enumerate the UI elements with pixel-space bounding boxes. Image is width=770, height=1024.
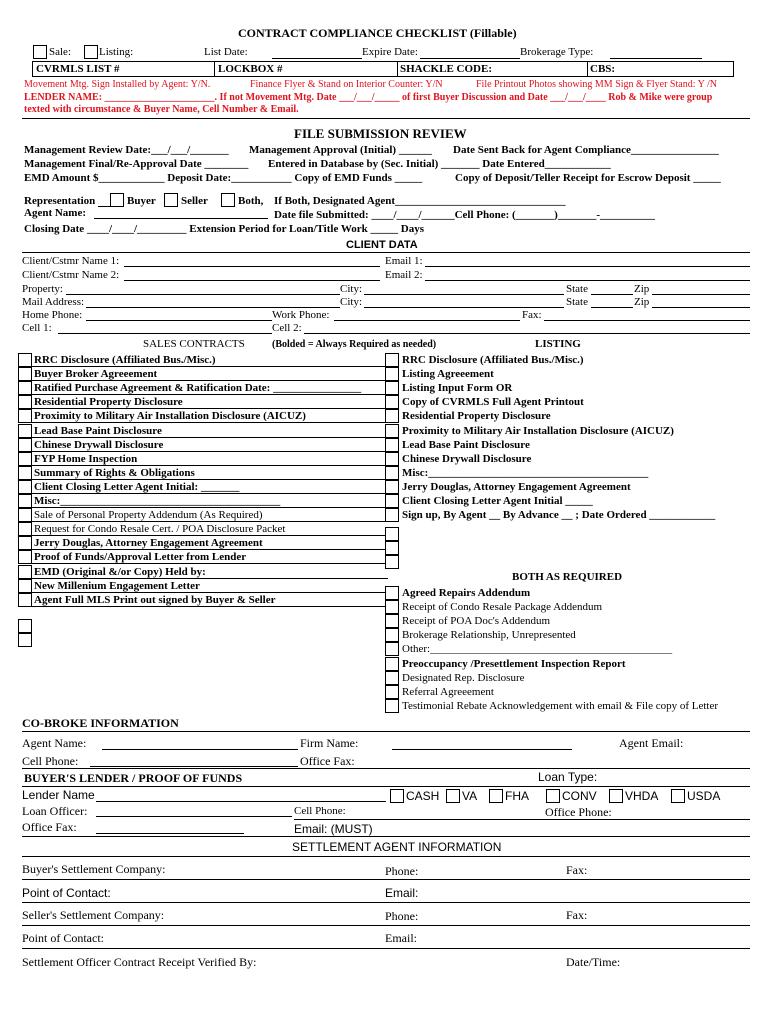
sales-item-checkbox[interactable]	[18, 480, 32, 494]
agent-name-field[interactable]	[94, 218, 268, 219]
mail-zip-field[interactable]	[652, 307, 750, 308]
expire-date-label: Expire Date:	[362, 46, 418, 58]
listing-item-label: Proximity to Military Air Installation Disclosure (AICUZ)	[402, 424, 674, 437]
agent-name-label: Agent Name:	[24, 207, 87, 219]
emd-amount: EMD Amount $____________ Deposit Date:___________ Copy of EMD Funds _____	[24, 172, 423, 184]
listing-item-label: Lead Base Paint Disclosure	[402, 438, 530, 451]
listing-item-label: Residential Property Disclosure	[402, 410, 551, 423]
sales-item-row-line	[32, 549, 388, 550]
home-phone-field[interactable]	[86, 320, 272, 321]
both-item-label: Testimonial Rebate Acknowledgement with email & File copy of Letter	[402, 699, 719, 712]
listing-item-checkbox[interactable]	[385, 367, 399, 381]
listing-item-checkbox[interactable]	[385, 508, 399, 522]
listing-item-checkbox[interactable]	[385, 480, 399, 494]
cobroke-title: CO-BROKE INFORMATION	[22, 716, 179, 730]
settlement-title: SETTLEMENT AGENT INFORMATION	[292, 840, 502, 854]
loan-type-conv-label: CONV	[562, 789, 597, 803]
sales-item-label: Jerry Douglas, Attorney Engagement Agreement	[34, 537, 263, 550]
buyer-settlement-company-label: Buyer's Settlement Company:	[22, 862, 166, 876]
listing-item-checkbox[interactable]	[385, 424, 399, 438]
listing-checkbox[interactable]	[84, 45, 98, 59]
email-1-field[interactable]	[425, 266, 750, 267]
cobroke-firm-name-field[interactable]	[392, 749, 572, 750]
bolded-note: (Bolded = Always Required as needed)	[272, 339, 437, 350]
movement-sign-text: Movement Mtg. Sign Installed by Agent: Y/N.	[24, 79, 211, 90]
sales-item-row-line	[32, 606, 388, 607]
loan-type-conv-checkbox[interactable]	[546, 789, 560, 803]
management-approval: Management Approval (Initial) ______	[249, 144, 432, 156]
brokerage-type-label: Brokerage Type:	[520, 46, 594, 58]
header-box-bottom	[32, 76, 734, 77]
property-label: Property:	[22, 283, 63, 295]
listing-label: Listing:	[99, 46, 134, 58]
representation-label: Representation	[24, 195, 96, 207]
cobroke-office-fax-label: Office Fax:	[300, 754, 355, 768]
sales-item-row-line	[32, 493, 388, 494]
both-item-label: Designated Rep. Disclosure	[402, 671, 525, 684]
settlement-row-2	[22, 902, 750, 903]
cell-1-field[interactable]	[58, 333, 272, 334]
settlement-row-1	[22, 879, 750, 880]
sales-item-checkbox[interactable]	[18, 424, 32, 438]
both-item-checkbox[interactable]	[385, 699, 399, 713]
header-box-top	[32, 61, 734, 62]
lender-title: BUYER'S LENDER / PROOF OF FUNDS	[24, 771, 243, 785]
blank-listing-checkbox[interactable]	[385, 555, 399, 569]
seller-label: Seller	[181, 195, 208, 207]
lender-divider	[22, 786, 750, 787]
mail-city-label: City:	[340, 296, 363, 308]
header-box-right	[733, 61, 734, 77]
header-box-left	[32, 61, 33, 77]
loan-type-vhda-checkbox[interactable]	[609, 789, 623, 803]
listing-item-label: Listing Input Form OR	[402, 382, 513, 395]
list-date-field[interactable]	[272, 58, 362, 59]
buyer-settlement-phone-label: Phone:	[385, 864, 419, 878]
work-phone-field[interactable]	[334, 320, 520, 321]
file-submission-title: FILE SUBMISSION REVIEW	[294, 126, 467, 141]
work-phone-label: Work Phone:	[272, 309, 330, 321]
sales-item-checkbox[interactable]	[18, 381, 32, 395]
sales-item-checkbox[interactable]	[18, 409, 32, 423]
both-item-checkbox[interactable]	[385, 642, 399, 656]
sales-item-checkbox[interactable]	[18, 593, 32, 607]
cobroke-firm-name-label: Firm Name:	[300, 736, 359, 750]
header-box-div3	[587, 61, 588, 77]
sales-item-row-line	[32, 408, 388, 409]
lender-name-label: Lender Name	[22, 788, 95, 802]
expire-date-field[interactable]	[420, 58, 520, 59]
blank-sales-checkbox[interactable]	[18, 633, 32, 647]
both-item-label: Referral Agreeement	[402, 685, 494, 698]
listing-item-checkbox[interactable]	[385, 466, 399, 480]
property-field[interactable]	[66, 294, 340, 295]
sales-item-row-line	[32, 563, 388, 564]
sales-item-row-line	[32, 366, 388, 367]
sales-item-row-line	[32, 380, 388, 381]
shackle-code-label: SHACKLE CODE:	[400, 63, 492, 75]
seller-checkbox[interactable]	[164, 193, 178, 207]
lender-office-phone-label: Office Phone:	[545, 805, 612, 819]
sales-item-label: Request for Condo Resale Cert. / POA Disclosure Packet	[34, 523, 286, 536]
both-item-checkbox[interactable]	[385, 685, 399, 699]
sales-item-row-line	[32, 535, 388, 536]
cell-2-field[interactable]	[304, 333, 750, 334]
loan-type-va-checkbox[interactable]	[446, 789, 460, 803]
cobroke-cell-phone-label: Cell Phone:	[22, 754, 79, 768]
seller-settlement-fax-label: Fax:	[566, 908, 588, 922]
sales-item-row-line	[32, 394, 388, 395]
sales-item-checkbox[interactable]	[18, 494, 32, 508]
client-name-2-label: Client/Cstmr Name 2:	[22, 269, 120, 281]
settlement-row-3	[22, 925, 750, 926]
buyer-settlement-email-label: Email:	[385, 886, 419, 900]
cell-2-label: Cell 2:	[272, 322, 302, 334]
both-checkbox[interactable]	[221, 193, 235, 207]
listing-item-label: Copy of CVRMLS Full Agent Printout	[402, 396, 584, 409]
email-2-field[interactable]	[425, 280, 750, 281]
sales-item-row-line	[32, 479, 388, 480]
client-data-title: CLIENT DATA	[346, 239, 418, 251]
sales-item-row-line	[32, 507, 388, 508]
sales-item-label: FYP Home Inspection	[34, 452, 138, 465]
home-phone-label: Home Phone:	[22, 309, 83, 321]
sales-item-row-line	[32, 451, 388, 452]
sales-item-checkbox[interactable]	[18, 565, 32, 579]
listing-item-label: Listing Agreeement	[402, 368, 494, 381]
both-item-label: Receipt of Condo Resale Package Addendum	[402, 601, 603, 614]
sales-item-label: Proof of Funds/Approval Letter from Lender	[34, 551, 247, 564]
fax-label: Fax:	[522, 309, 542, 321]
listing-item-label: Sign up, By Agent __ By Advance __ ; Date Ordered ____________	[402, 509, 716, 522]
blank-listing-checkbox[interactable]	[385, 527, 399, 541]
closing-date: Closing Date ____/____/_________ Extension Period for Loan/Title Work _____ Days	[24, 223, 424, 235]
lockbox-label: LOCKBOX #	[218, 63, 283, 75]
cbs-label: CBS:	[590, 63, 616, 75]
buyer-checkbox[interactable]	[110, 193, 124, 207]
property-state-label: State	[566, 283, 588, 295]
loan-type-cash-label: CASH	[406, 789, 440, 803]
sales-item-label: EMD (Original &/or Copy) Held by:	[34, 565, 206, 578]
fax-field[interactable]	[544, 320, 750, 321]
both-item-checkbox[interactable]	[385, 628, 399, 642]
date-sent-back: Date Sent Back for Agent Compliance________________	[453, 144, 719, 156]
mail-state-field[interactable]	[591, 307, 633, 308]
group-text-note: texted with circumstance & Buyer Name, Cell Number & Email.	[24, 104, 299, 115]
seller-settlement-company-label: Seller's Settlement Company:	[22, 908, 165, 922]
settlement-divider	[22, 856, 750, 857]
sales-item-label: Agent Full MLS Print out signed by Buyer & Seller	[34, 593, 276, 606]
property-city-field[interactable]	[364, 294, 564, 295]
loan-officer-field[interactable]	[96, 816, 292, 817]
both-item-checkbox[interactable]	[385, 614, 399, 628]
photo-printout-text: File Printout Photos showing MM Sign & Flyer Stand: Y /N	[476, 79, 717, 90]
both-item-checkbox[interactable]	[385, 600, 399, 614]
list-date-label: List Date:	[204, 46, 248, 58]
listing-title: LISTING	[535, 338, 581, 350]
designated-agent: If Both, Designated Agent_______________________________	[274, 195, 566, 207]
sales-item-checkbox[interactable]	[18, 522, 32, 536]
listing-item-checkbox[interactable]	[385, 438, 399, 452]
lender-name-field[interactable]	[96, 801, 386, 802]
client-name-1-label: Client/Cstmr Name 1:	[22, 255, 120, 267]
settlement-verified-label: Settlement Officer Contract Receipt Verified By:	[22, 955, 257, 969]
cell-1-label: Cell 1:	[22, 322, 52, 334]
seller-settlement-phone-label: Phone:	[385, 909, 419, 923]
listing-item-label: Jerry Douglas, Attorney Engagement Agreement	[402, 480, 631, 493]
sales-item-row-line	[32, 437, 388, 438]
sales-item-checkbox[interactable]	[18, 395, 32, 409]
property-zip-label: Zip	[634, 283, 650, 295]
finance-flyer-text: Finance Flyer & Stand on Interior Counter: Y/N	[250, 79, 443, 90]
client-name-2-field[interactable]	[124, 280, 380, 281]
sales-item-label: Ratified Purchase Agreement & Ratification Date: ________________	[34, 382, 362, 395]
seller-point-of-contact-label: Point of Contact:	[22, 931, 104, 945]
settlement-row-4	[22, 948, 750, 949]
both-item-label: Preoccupancy /Presettlement Inspection Report	[402, 657, 626, 670]
blank-sales-checkbox[interactable]	[18, 619, 32, 633]
listing-item-label: Client Closing Letter Agent Initial _____	[402, 495, 593, 507]
buyer-point-of-contact-label: Point of Contact:	[22, 886, 111, 900]
cobroke-cell-phone-field[interactable]	[90, 766, 298, 767]
lender-office-fax-label: Office Fax:	[22, 820, 77, 834]
mail-state-label: State	[566, 296, 588, 308]
sales-item-label: New Millenium Engagement Letter	[34, 579, 200, 592]
both-item-checkbox[interactable]	[385, 657, 399, 671]
loan-type-va-label: VA	[462, 789, 478, 803]
listing-item-checkbox[interactable]	[385, 395, 399, 409]
lender-email-label: Email: (MUST)	[294, 822, 373, 836]
sales-item-row-line	[32, 465, 388, 466]
loan-type-fha-label: FHA	[505, 789, 529, 803]
lender-cell-phone-field[interactable]	[294, 819, 750, 820]
property-zip-field[interactable]	[652, 294, 750, 295]
sales-item-checkbox[interactable]	[18, 579, 32, 593]
management-review-date: Management Review Date:___/___/_______	[24, 144, 229, 156]
sale-checkbox[interactable]	[33, 45, 47, 59]
listing-item-checkbox[interactable]	[385, 409, 399, 423]
sale-label: Sale:	[49, 46, 71, 58]
both-required-title: BOTH AS REQUIRED	[512, 571, 623, 583]
mail-zip-label: Zip	[634, 296, 650, 308]
sales-item-label: Proximity to Military Air Installation Disclosure (AICUZ)	[34, 410, 306, 423]
cvrmls-list-label: CVRMLS LIST #	[36, 63, 120, 75]
sales-item-checkbox[interactable]	[18, 353, 32, 367]
lender-office-fax-field[interactable]	[96, 833, 244, 834]
representation-underline	[98, 206, 110, 207]
sales-item-row-line	[32, 592, 388, 593]
header-divider	[22, 118, 750, 119]
both-item-label: Brokerage Relationship, Unrepresented	[402, 629, 576, 642]
management-final-approval: Management Final/Re-Approval Date ________	[24, 158, 249, 170]
sales-item-checkbox[interactable]	[18, 466, 32, 480]
both-item-checkbox[interactable]	[385, 671, 399, 685]
both-label: Both,	[238, 195, 264, 207]
cobroke-agent-name-label: Agent Name:	[22, 736, 87, 750]
loan-type-usda-checkbox[interactable]	[671, 789, 685, 803]
both-item-label: Agreed Repairs Addendum	[402, 587, 531, 599]
property-state-field[interactable]	[591, 294, 633, 295]
lender-cell-phone-label: Cell Phone:	[294, 805, 346, 817]
sales-item-label: Lead Base Paint Disclosure	[34, 424, 162, 437]
mail-address-field[interactable]	[86, 307, 340, 308]
sales-item-row-line	[32, 422, 388, 423]
sales-item-checkbox[interactable]	[18, 367, 32, 381]
sales-item-label: Residential Property Disclosure	[34, 396, 183, 409]
blank-listing-checkbox[interactable]	[385, 541, 399, 555]
both-item-checkbox[interactable]	[385, 586, 399, 600]
email-1-label: Email 1:	[385, 255, 423, 267]
loan-type-usda-label: USDA	[687, 789, 721, 803]
sales-item-row-line	[32, 578, 388, 579]
client-name-1-field[interactable]	[124, 266, 380, 267]
cobroke-agent-name-field[interactable]	[102, 749, 298, 750]
loan-type-cash-checkbox[interactable]	[390, 789, 404, 803]
sales-item-label: RRC Disclosure (Affiliated Bus./Misc.)	[34, 354, 216, 366]
lender-divider-top	[22, 768, 750, 769]
buyer-settlement-fax-label: Fax:	[566, 863, 588, 877]
sales-item-label: Summary of Rights & Obligations	[34, 466, 195, 479]
listing-item-label: Misc:________________________________________	[402, 466, 649, 479]
header-box-div1	[214, 61, 215, 77]
client-data-divider	[22, 252, 750, 253]
brokerage-type-field[interactable]	[610, 58, 702, 59]
listing-item-checkbox[interactable]	[385, 494, 399, 508]
sales-item-checkbox[interactable]	[18, 508, 32, 522]
email-2-label: Email 2:	[385, 269, 423, 281]
cobroke-divider	[22, 731, 750, 732]
deposit-receipt: Copy of Deposit/Teller Receipt for Escrow Deposit _____	[455, 172, 721, 184]
mail-city-field[interactable]	[364, 307, 564, 308]
date-time-label: Date/Time:	[566, 955, 621, 969]
loan-type-fha-checkbox[interactable]	[489, 789, 503, 803]
page-title: CONTRACT COMPLIANCE CHECKLIST (Fillable)	[238, 26, 517, 40]
listing-item-label: Chinese Drywall Disclosure	[402, 452, 532, 465]
listing-item-checkbox[interactable]	[385, 452, 399, 466]
sales-item-checkbox[interactable]	[18, 550, 32, 564]
date-file-submitted: Date file Submitted: ____/____/______Cell Phone: (_______)_______-__________	[274, 209, 655, 221]
listing-item-label: RRC Disclosure (Affiliated Bus./Misc.)	[402, 354, 584, 366]
sales-item-checkbox[interactable]	[18, 438, 32, 452]
sales-item-label: Buyer Broker Agreeement	[34, 368, 158, 381]
seller-settlement-email-label: Email:	[385, 931, 417, 945]
sales-item-checkbox[interactable]	[18, 536, 32, 550]
loan-officer-label: Loan Officer:	[22, 804, 88, 818]
sales-item-label: Chinese Drywall Disclosure	[34, 438, 164, 451]
listing-item-checkbox[interactable]	[385, 381, 399, 395]
lender-name-text: LENDER NAME: ______________________. If not Movement Mtg. Date ___/___/_____ of first Buyer Discussion and Date ___/___/____ Rob & Mike were group	[24, 92, 713, 103]
sales-contracts-title: SALES CONTRACTS	[143, 338, 245, 350]
sales-item-row-line	[32, 521, 388, 522]
sales-item-label: Misc:________________________________________	[34, 495, 281, 507]
cobroke-agent-email-label: Agent Email:	[619, 736, 684, 750]
loan-type-label: Loan Type:	[538, 770, 598, 784]
header-box-div2	[397, 61, 398, 77]
listing-item-checkbox[interactable]	[385, 353, 399, 367]
mail-address-label: Mail Address:	[22, 296, 85, 308]
entered-in-database: Entered in Database by (Sec. Initial) _______ Date Entered____________	[268, 158, 611, 170]
both-item-label: Other:____________________________________________	[402, 643, 673, 656]
property-city-label: City:	[340, 283, 363, 295]
sales-item-checkbox[interactable]	[18, 452, 32, 466]
both-item-label: Receipt of POA Doc's Addendum	[402, 615, 551, 628]
buyer-label: Buyer	[127, 195, 156, 207]
sales-item-label: Client Closing Letter Agent Initial: _______	[34, 480, 240, 493]
sales-item-label: Sale of Personal Property Addendum (As Required)	[34, 509, 263, 522]
loan-type-vhda-label: VHDA	[625, 789, 659, 803]
settlement-divider-top	[22, 836, 750, 837]
